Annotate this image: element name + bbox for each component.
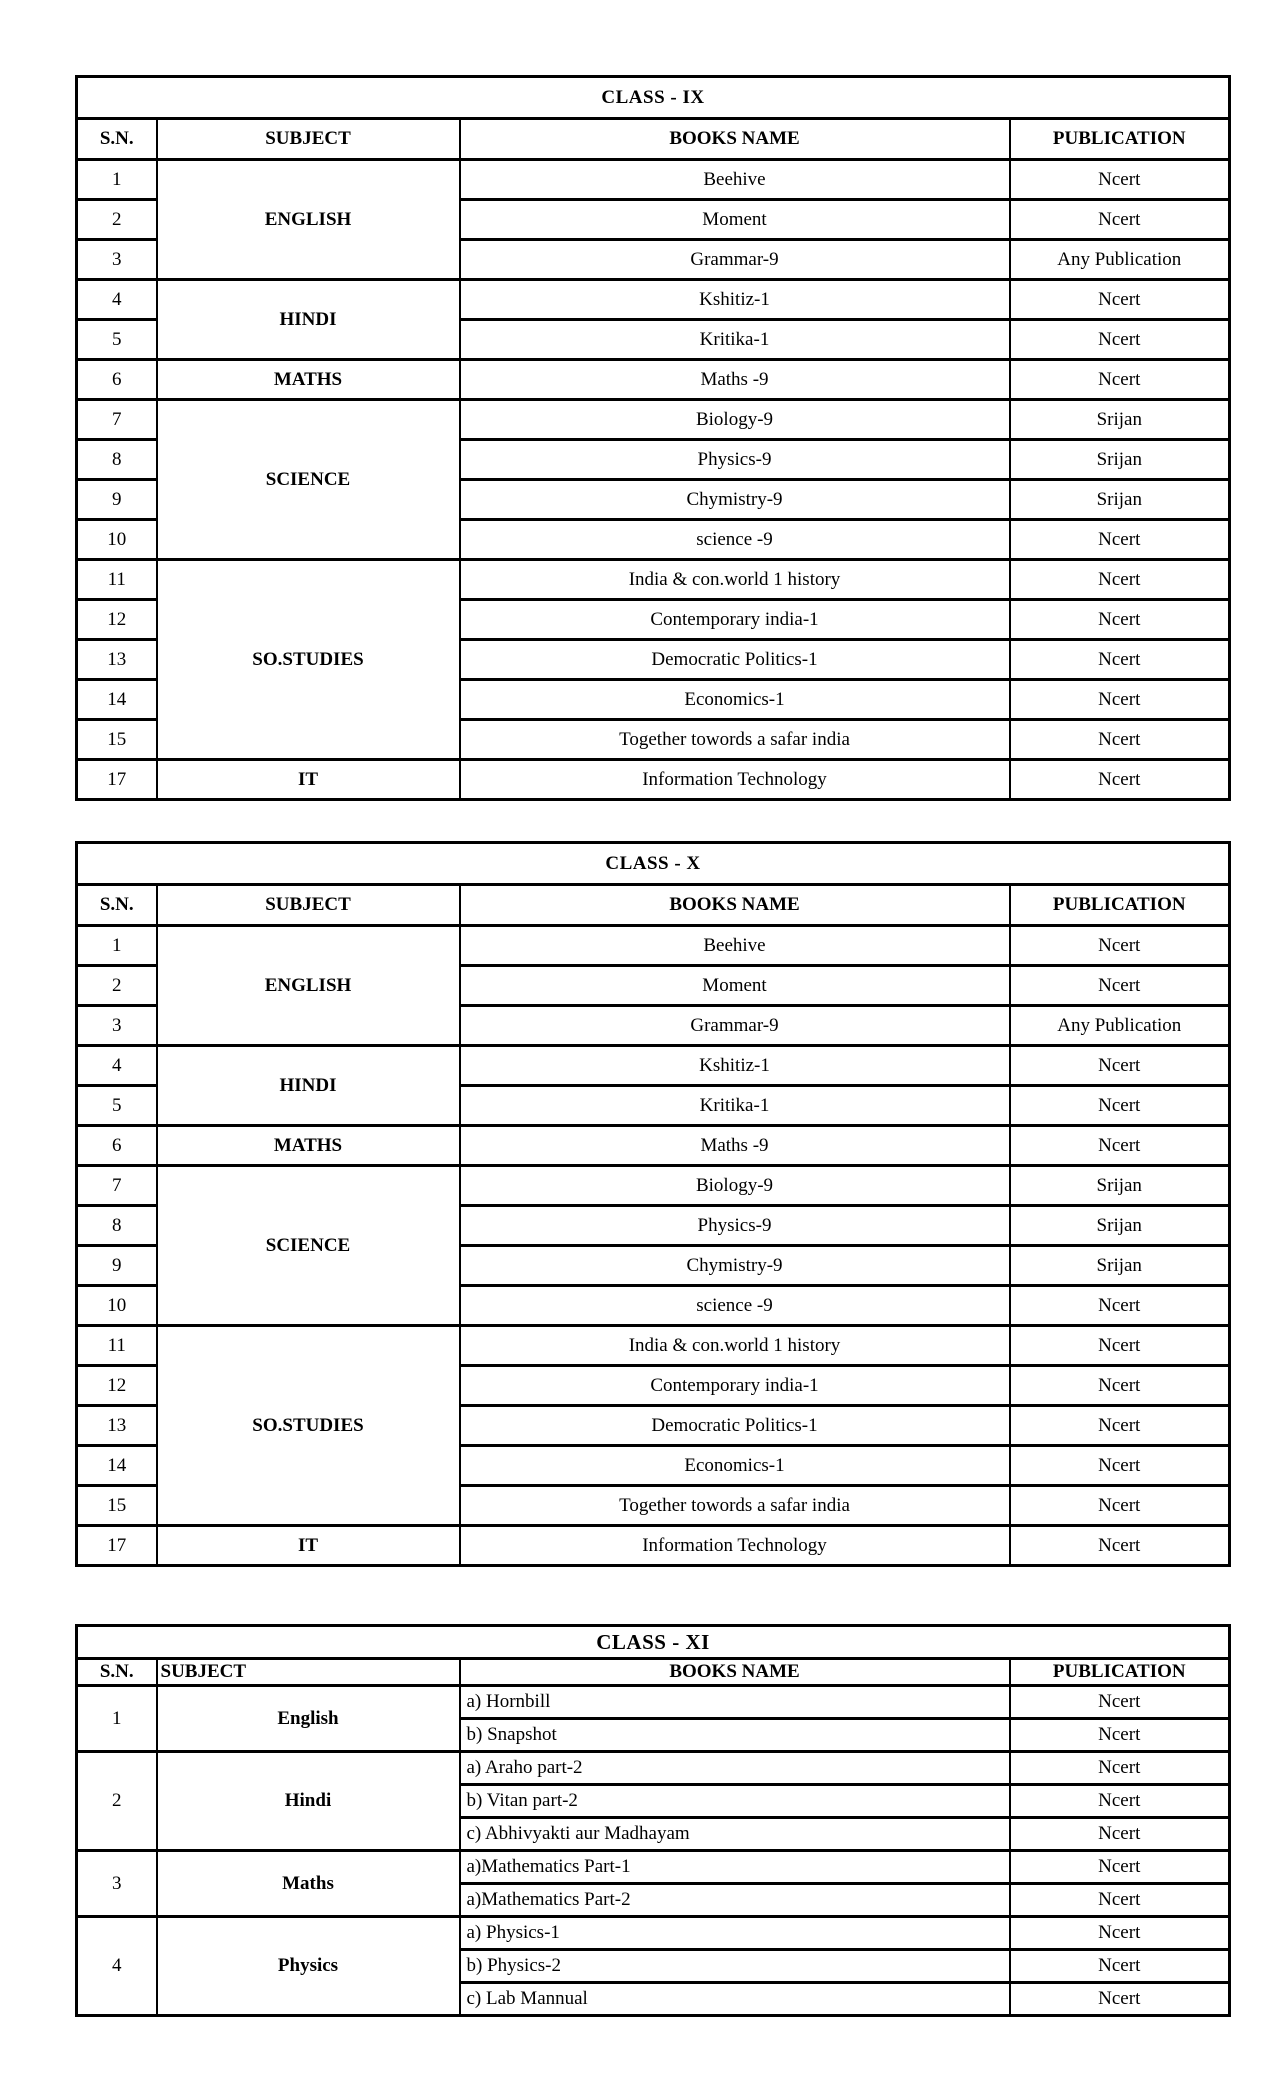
publication-cell: Ncert (1010, 1983, 1230, 2016)
table-row (77, 280, 1230, 320)
publication-cell: Any Publication (1010, 1006, 1230, 1046)
publication-cell: Ncert (1010, 1752, 1230, 1785)
sn-cell: 1 (77, 926, 157, 966)
column-header-subject: SUBJECT (157, 119, 460, 160)
sn-cell: 15 (77, 1486, 157, 1526)
table-title: CLASS - X (77, 843, 1230, 885)
sn-cell: 2 (77, 966, 157, 1006)
subject-cell: English (157, 1686, 460, 1752)
publication-cell: Ncert (1010, 160, 1230, 200)
book-name-cell: Physics-9 (460, 440, 1010, 480)
subject-cell: HINDI (157, 280, 460, 360)
publication-cell: Any Publication (1010, 240, 1230, 280)
book-name-cell: India & con.world 1 history (460, 560, 1010, 600)
book-name-cell: a) Physics-1 (460, 1917, 1010, 1950)
sn-cell: 4 (77, 1046, 157, 1086)
book-name-cell: Grammar-9 (460, 240, 1010, 280)
publication-cell: Ncert (1010, 1406, 1230, 1446)
subject-cell: SO.STUDIES (157, 560, 460, 760)
book-name-cell: c) Abhivyakti aur Madhayam (460, 1818, 1010, 1851)
book-name-cell: Moment (460, 966, 1010, 1006)
publication-cell: Ncert (1010, 600, 1230, 640)
book-name-cell: Kshitiz-1 (460, 280, 1010, 320)
book-name-cell: b) Physics-2 (460, 1950, 1010, 1983)
sn-cell: 4 (77, 280, 157, 320)
sn-cell: 7 (77, 1166, 157, 1206)
sn-cell: 9 (77, 1246, 157, 1286)
publication-cell: Ncert (1010, 1884, 1230, 1917)
sn-cell: 14 (77, 1446, 157, 1486)
book-name-cell: Democratic Politics-1 (460, 640, 1010, 680)
table-row (77, 560, 1230, 600)
sn-cell: 3 (77, 1851, 157, 1917)
publication-cell: Ncert (1010, 1126, 1230, 1166)
book-name-cell: a)Mathematics Part-1 (460, 1851, 1010, 1884)
sn-cell: 11 (77, 1326, 157, 1366)
table-row (77, 1526, 1230, 1566)
sn-cell: 13 (77, 1406, 157, 1446)
book-name-cell: Together towords a safar india (460, 720, 1010, 760)
sn-cell: 9 (77, 480, 157, 520)
column-header-sn: S.N. (77, 885, 157, 926)
book-name-cell: a) Araho part-2 (460, 1752, 1010, 1785)
publication-cell: Ncert (1010, 560, 1230, 600)
table-header-row (77, 1659, 1230, 1686)
sn-cell: 17 (77, 760, 157, 800)
table-row (77, 1917, 1230, 1950)
subject-cell: Hindi (157, 1752, 460, 1851)
book-name-cell: science -9 (460, 1286, 1010, 1326)
table-row (77, 400, 1230, 440)
book-name-cell: Beehive (460, 160, 1010, 200)
book-name-cell: Information Technology (460, 760, 1010, 800)
table-row (77, 160, 1230, 200)
sn-cell: 17 (77, 1526, 157, 1566)
sn-cell: 8 (77, 1206, 157, 1246)
book-name-cell: b) Vitan part-2 (460, 1785, 1010, 1818)
publication-cell: Srijan (1010, 1206, 1230, 1246)
sn-cell: 5 (77, 320, 157, 360)
book-name-cell: Kritika-1 (460, 1086, 1010, 1126)
sn-cell: 11 (77, 560, 157, 600)
publication-cell: Ncert (1010, 520, 1230, 560)
column-header-publication: PUBLICATION (1010, 119, 1230, 160)
book-name-cell: Beehive (460, 926, 1010, 966)
book-name-cell: b) Snapshot (460, 1719, 1010, 1752)
table-row (77, 1326, 1230, 1366)
column-header-sn: S.N. (77, 119, 157, 160)
table-title-row (77, 77, 1230, 119)
sn-cell: 8 (77, 440, 157, 480)
sn-cell: 1 (77, 1686, 157, 1752)
sn-cell: 6 (77, 360, 157, 400)
publication-cell: Ncert (1010, 1446, 1230, 1486)
publication-cell: Ncert (1010, 720, 1230, 760)
subject-cell: IT (157, 760, 460, 800)
book-name-cell: Economics-1 (460, 1446, 1010, 1486)
sn-cell: 3 (77, 1006, 157, 1046)
sn-cell: 12 (77, 1366, 157, 1406)
publication-cell: Ncert (1010, 320, 1230, 360)
book-name-cell: Chymistry-9 (460, 1246, 1010, 1286)
book-name-cell: Economics-1 (460, 680, 1010, 720)
subject-cell: HINDI (157, 1046, 460, 1126)
subject-cell: SCIENCE (157, 1166, 460, 1326)
book-name-cell: Grammar-9 (460, 1006, 1010, 1046)
column-header-subject: SUBJECT (157, 885, 460, 926)
book-name-cell: Kritika-1 (460, 320, 1010, 360)
table-header-row (77, 885, 1230, 926)
subject-cell: MATHS (157, 360, 460, 400)
book-name-cell: c) Lab Mannual (460, 1983, 1010, 2016)
table-row (77, 1166, 1230, 1206)
subject-cell: ENGLISH (157, 160, 460, 280)
publication-cell: Ncert (1010, 1719, 1230, 1752)
book-name-cell: Kshitiz-1 (460, 1046, 1010, 1086)
subject-cell: SCIENCE (157, 400, 460, 560)
table-row (77, 1686, 1230, 1719)
column-header-subject: SUBJECT (157, 1659, 460, 1686)
sn-cell: 15 (77, 720, 157, 760)
publication-cell: Ncert (1010, 280, 1230, 320)
book-name-cell: Contemporary india-1 (460, 600, 1010, 640)
book-name-cell: Maths -9 (460, 1126, 1010, 1166)
book-name-cell: Maths -9 (460, 360, 1010, 400)
table-title: CLASS - IX (77, 77, 1230, 119)
publication-cell: Srijan (1010, 400, 1230, 440)
column-header-books-name: BOOKS NAME (460, 119, 1010, 160)
tables-region (75, 75, 1228, 2017)
sn-cell: 6 (77, 1126, 157, 1166)
book-name-cell: Moment (460, 200, 1010, 240)
sn-cell: 1 (77, 160, 157, 200)
table-header-row (77, 119, 1230, 160)
publication-cell: Ncert (1010, 1046, 1230, 1086)
sn-cell: 12 (77, 600, 157, 640)
book-name-cell: Chymistry-9 (460, 480, 1010, 520)
book-name-cell: Together towords a safar india (460, 1486, 1010, 1526)
sn-cell: 14 (77, 680, 157, 720)
book-name-cell: Information Technology (460, 1526, 1010, 1566)
subject-cell: SO.STUDIES (157, 1326, 460, 1526)
sn-cell: 3 (77, 240, 157, 280)
sn-cell: 2 (77, 200, 157, 240)
subject-cell: Physics (157, 1917, 460, 2016)
books-table-class-ix (75, 75, 1231, 801)
subject-cell: IT (157, 1526, 460, 1566)
publication-cell: Ncert (1010, 1818, 1230, 1851)
publication-cell: Ncert (1010, 926, 1230, 966)
publication-cell: Ncert (1010, 966, 1230, 1006)
table-row (77, 1851, 1230, 1884)
book-name-cell: Biology-9 (460, 400, 1010, 440)
sn-cell: 13 (77, 640, 157, 680)
publication-cell: Srijan (1010, 480, 1230, 520)
table-row (77, 1126, 1230, 1166)
table-title-row (77, 1626, 1230, 1659)
publication-cell: Ncert (1010, 1286, 1230, 1326)
publication-cell: Ncert (1010, 1785, 1230, 1818)
publication-cell: Ncert (1010, 1851, 1230, 1884)
publication-cell: Ncert (1010, 200, 1230, 240)
book-name-cell: a)Mathematics Part-2 (460, 1884, 1010, 1917)
table-row (77, 760, 1230, 800)
table-title-row (77, 843, 1230, 885)
publication-cell: Ncert (1010, 1526, 1230, 1566)
publication-cell: Ncert (1010, 1326, 1230, 1366)
publication-cell: Ncert (1010, 640, 1230, 680)
publication-cell: Ncert (1010, 1486, 1230, 1526)
books-table-class-x (75, 841, 1231, 1567)
column-header-publication: PUBLICATION (1010, 1659, 1230, 1686)
table-row (77, 1752, 1230, 1785)
subject-cell: MATHS (157, 1126, 460, 1166)
table-row (77, 926, 1230, 966)
book-name-cell: Contemporary india-1 (460, 1366, 1010, 1406)
sn-cell: 10 (77, 520, 157, 560)
books-table-class-xi (75, 1624, 1231, 2017)
publication-cell: Ncert (1010, 1086, 1230, 1126)
column-header-publication: PUBLICATION (1010, 885, 1230, 926)
table-row (77, 1046, 1230, 1086)
sn-cell: 7 (77, 400, 157, 440)
book-name-cell: Physics-9 (460, 1206, 1010, 1246)
publication-cell: Ncert (1010, 1366, 1230, 1406)
table-row (77, 360, 1230, 400)
publication-cell: Ncert (1010, 360, 1230, 400)
sn-cell: 4 (77, 1917, 157, 2016)
column-header-books-name: BOOKS NAME (460, 885, 1010, 926)
publication-cell: Ncert (1010, 1686, 1230, 1719)
publication-cell: Ncert (1010, 680, 1230, 720)
book-name-cell: Biology-9 (460, 1166, 1010, 1206)
publication-cell: Ncert (1010, 1950, 1230, 1983)
publication-cell: Srijan (1010, 440, 1230, 480)
book-name-cell: a) Hornbill (460, 1686, 1010, 1719)
book-name-cell: India & con.world 1 history (460, 1326, 1010, 1366)
publication-cell: Ncert (1010, 1917, 1230, 1950)
book-name-cell: Democratic Politics-1 (460, 1406, 1010, 1446)
subject-cell: ENGLISH (157, 926, 460, 1046)
publication-cell: Srijan (1010, 1246, 1230, 1286)
column-header-books-name: BOOKS NAME (460, 1659, 1010, 1686)
sn-cell: 10 (77, 1286, 157, 1326)
column-header-sn: S.N. (77, 1659, 157, 1686)
sn-cell: 2 (77, 1752, 157, 1851)
table-title: CLASS - XI (77, 1626, 1230, 1659)
subject-cell: Maths (157, 1851, 460, 1917)
book-name-cell: science -9 (460, 520, 1010, 560)
sn-cell: 5 (77, 1086, 157, 1126)
publication-cell: Ncert (1010, 760, 1230, 800)
publication-cell: Srijan (1010, 1166, 1230, 1206)
